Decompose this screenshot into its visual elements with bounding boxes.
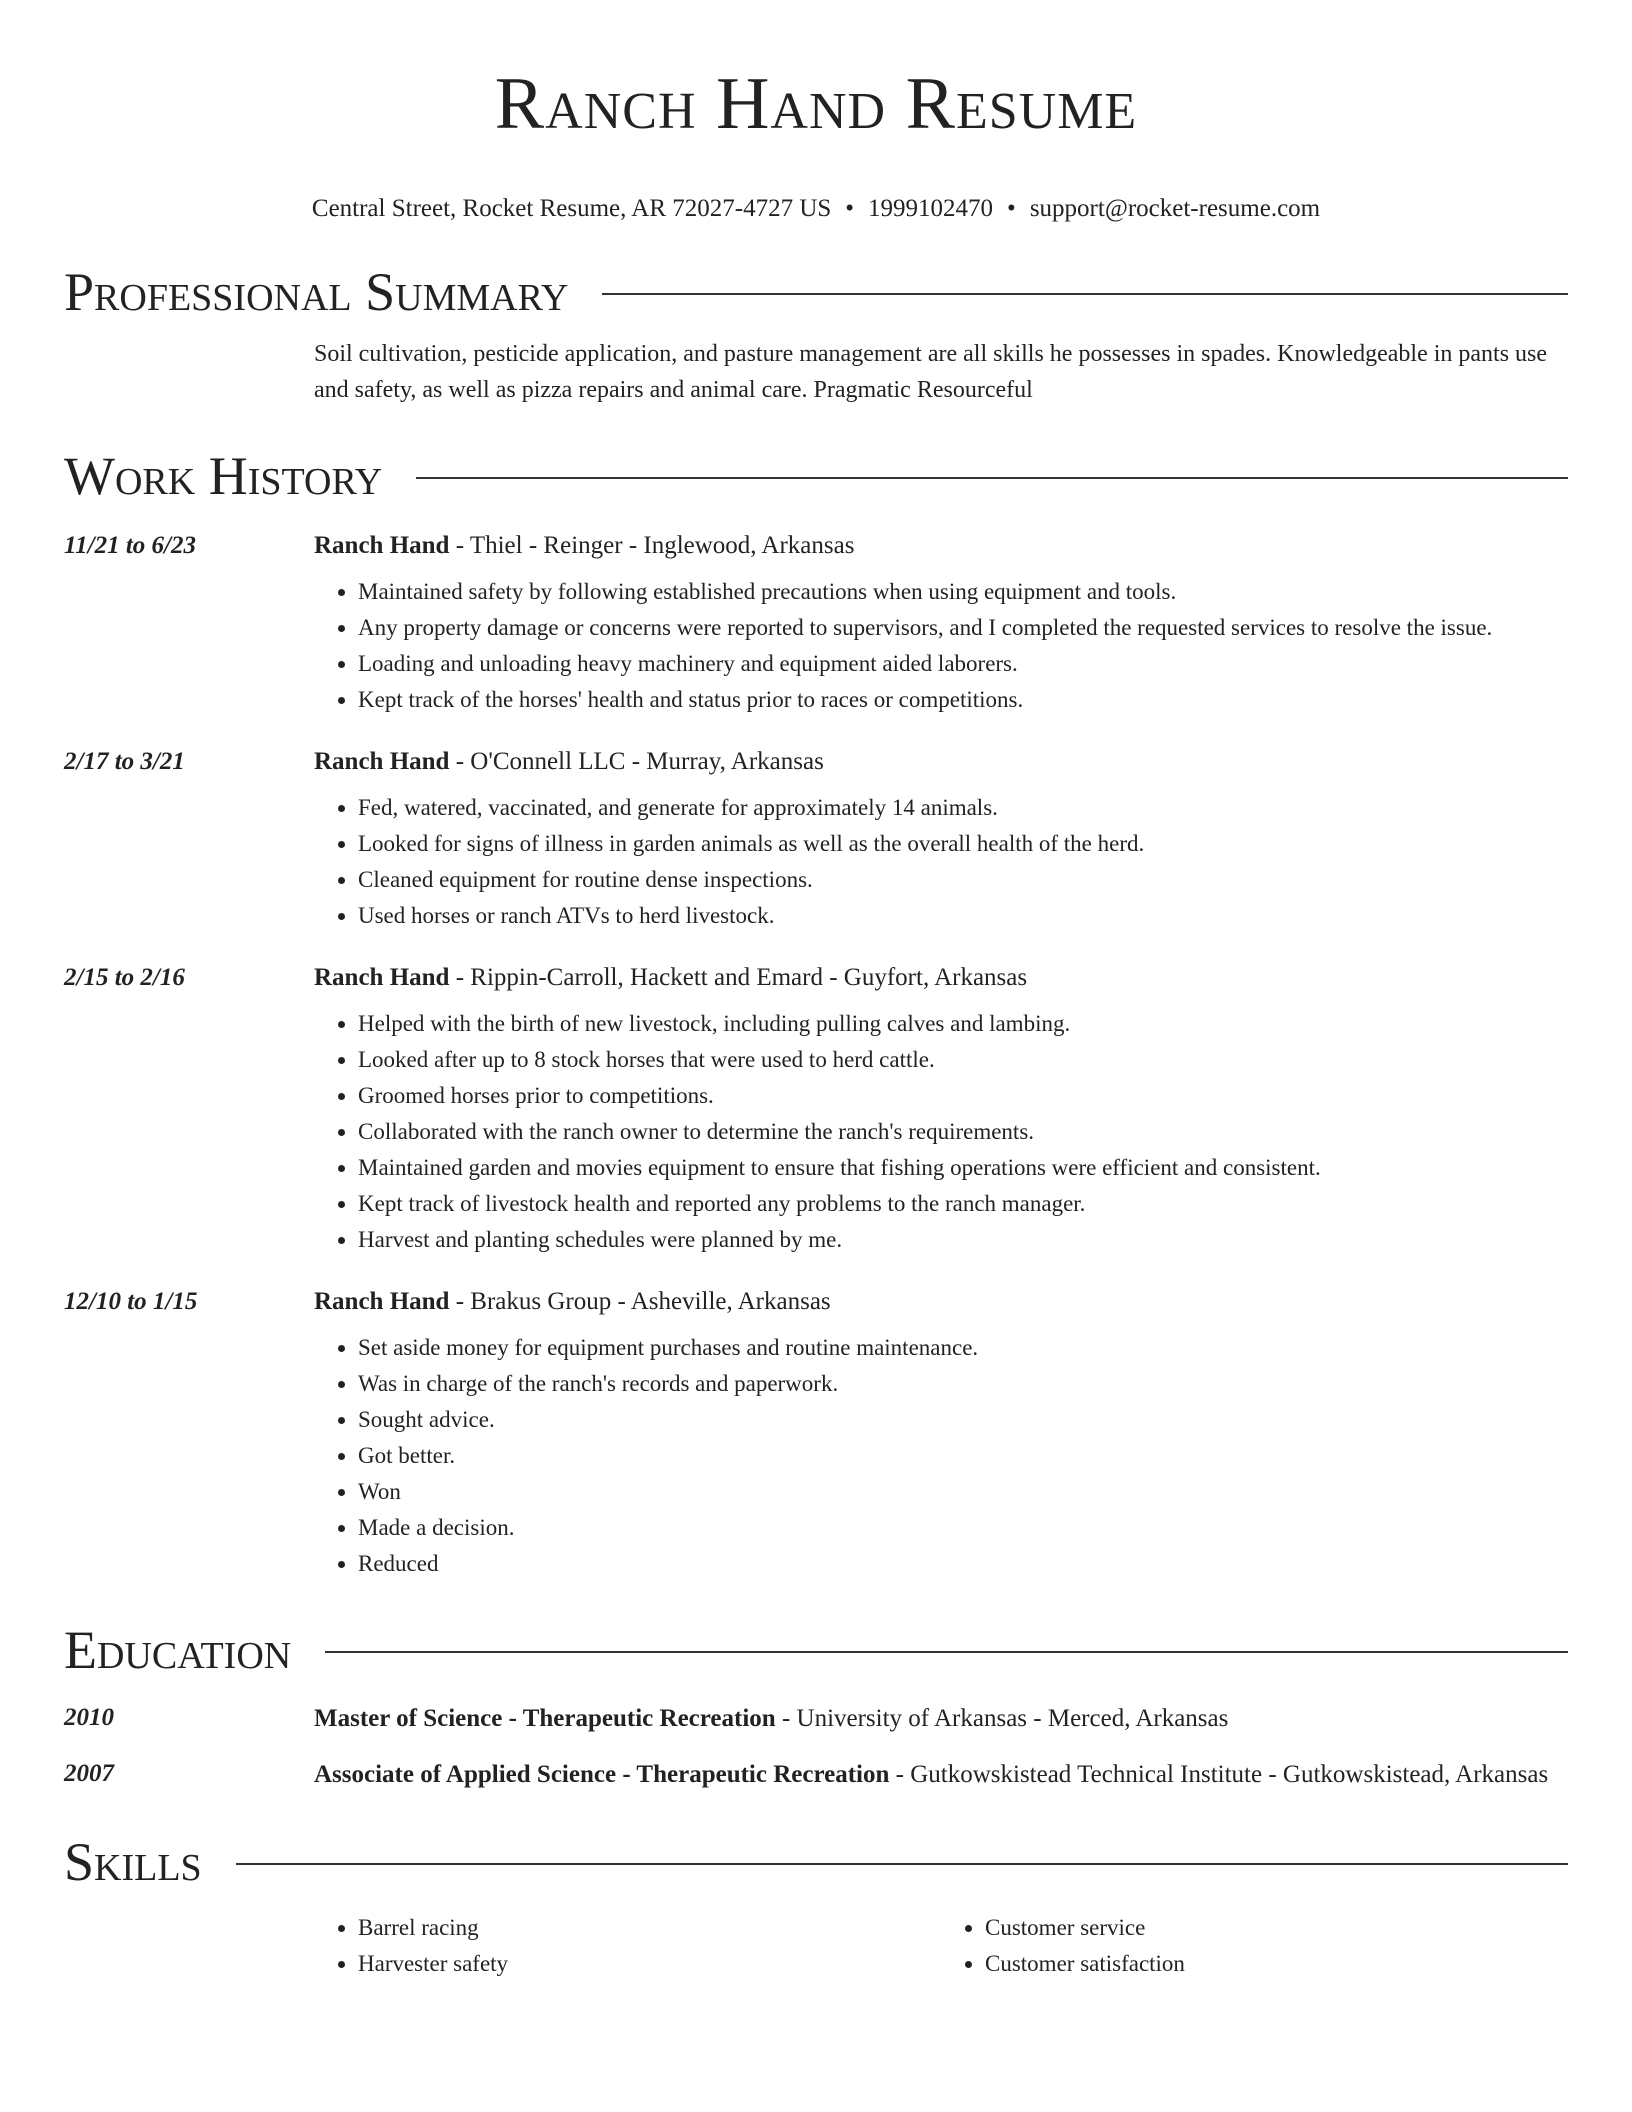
- job-bullet: • Kept track of livestock health and reported any problems to the ranch manager.: [358, 1186, 1568, 1222]
- skill-item: • Customer satisfaction: [985, 1946, 1568, 1982]
- summary-row: [64, 336, 1568, 408]
- job-bullet: • Used horses or ranch ATVs to herd livestock.: [358, 898, 1568, 934]
- job-bullet: • Collaborated with the ranch owner to determine the ranch's requirements.: [358, 1114, 1568, 1150]
- job-bullets: [314, 1330, 1568, 1582]
- job-role: Ranch Hand: [314, 1288, 450, 1315]
- education-year: 2007: [64, 1760, 114, 1787]
- job-bullet: • Maintained safety by following established precautions when using equipment and tools.: [358, 574, 1568, 610]
- education-degree: Master of Science - Therapeutic Recreation: [314, 1705, 776, 1732]
- education-school: - University of Arkansas - Merced, Arkansas: [775, 1705, 1229, 1732]
- job-bullets: [314, 1006, 1568, 1258]
- job-dates: 2/17 to 3/21: [64, 748, 185, 775]
- job-bullet: • Fed, watered, vaccinated, and generate for approximately 14 animals.: [358, 790, 1568, 826]
- section-divider: [325, 1651, 1568, 1653]
- job-bullet: • Kept track of the horses' health and status prior to races or competitions.: [358, 682, 1568, 718]
- job-bullet: • Loading and unloading heavy machinery and equipment aided laborers.: [358, 646, 1568, 682]
- job-company: - Thiel - Reinger - Inglewood, Arkansas: [449, 532, 855, 559]
- job-bullet: • Maintained garden and movies equipment to ensure that fishing operations were efficient and consistent.: [358, 1150, 1568, 1186]
- resume-name: Ranch Hand Resume: [494, 63, 1138, 145]
- job-entry: [64, 744, 1568, 934]
- skills-section-title: Skills: [64, 1832, 202, 1892]
- education-entry: [64, 1756, 1568, 1794]
- job-bullet: • Got better.: [358, 1438, 1568, 1474]
- job-bullet: • Harvest and planting schedules were planned by me.: [358, 1222, 1568, 1258]
- summary-section-header: [64, 260, 1568, 324]
- contact-email: support@rocket-resume.com: [1029, 195, 1321, 222]
- job-bullets: [314, 574, 1568, 718]
- education-list: [64, 1700, 1568, 1794]
- job-role: Ranch Hand: [314, 748, 450, 775]
- job-role: Ranch Hand: [314, 532, 450, 559]
- summary-section-title: Professional Summary: [64, 262, 569, 322]
- job-body: [314, 744, 1568, 934]
- job-bullet: • Won: [358, 1474, 1568, 1510]
- job-role: Ranch Hand: [314, 964, 450, 991]
- education-school: - Gutkowskistead Technical Institute - Gutkowskistead, Arkansas: [889, 1761, 1549, 1788]
- education-section-header: [64, 1618, 1568, 1682]
- job-bullet: • Looked for signs of illness in garden animals as well as the overall health of the herd.: [358, 826, 1568, 862]
- job-entry: [64, 960, 1568, 1258]
- job-bullets: [314, 790, 1568, 934]
- job-dates: 2/15 to 2/16: [64, 964, 185, 991]
- skill-item: • Harvester safety: [358, 1946, 941, 1982]
- education-section-title: Education: [64, 1620, 292, 1680]
- job-body: [314, 1284, 1568, 1582]
- job-bullet: • Sought advice.: [358, 1402, 1568, 1438]
- job-company: - O'Connell LLC - Murray, Arkansas: [449, 748, 824, 775]
- job-company: - Brakus Group - Asheville, Arkansas: [449, 1288, 831, 1315]
- summary-text: Soil cultivation, pesticide application, and pasture management are all skills he possesses in spades. Knowledgeable in pants use and safety, as well as pizza repairs and animal care. Pragmatic Resourceful: [314, 341, 1548, 403]
- skills-grid: [64, 1910, 1568, 1982]
- job-bullet: • Looked after up to 8 stock horses that were used to herd cattle.: [358, 1042, 1568, 1078]
- education-body: [314, 1756, 1568, 1794]
- job-bullet: • Helped with the birth of new livestock, including pulling calves and lambing.: [358, 1006, 1568, 1042]
- skill-item: • Barrel racing: [358, 1910, 941, 1946]
- job-bullet: • Any property damage or concerns were reported to supervisors, and I completed the requested services to resolve the issue.: [358, 610, 1568, 646]
- education-degree: Associate of Applied Science - Therapeutic Recreation: [314, 1761, 890, 1788]
- job-body: [314, 528, 1568, 718]
- contact-separator: •: [1007, 195, 1016, 222]
- job-title-line: [314, 528, 1568, 564]
- job-title-line: [314, 1284, 1568, 1320]
- work-history-list: [64, 528, 1568, 1582]
- job-entry: [64, 528, 1568, 718]
- section-divider: [416, 477, 1568, 479]
- contact-address: Central Street, Rocket Resume, AR 72027-4727 US: [311, 195, 832, 222]
- job-company: - Rippin-Carroll, Hackett and Emard - Guyfort, Arkansas: [449, 964, 1028, 991]
- job-bullet: • Cleaned equipment for routine dense inspections.: [358, 862, 1568, 898]
- job-title-line: [314, 744, 1568, 780]
- work-section-header: [64, 444, 1568, 508]
- job-bullet: • Groomed horses prior to competitions.: [358, 1078, 1568, 1114]
- education-entry: [64, 1700, 1568, 1738]
- skills-list-right: [941, 1910, 1568, 1982]
- skills-list-left: [314, 1910, 941, 1982]
- education-year: 2010: [64, 1704, 114, 1731]
- section-divider: [236, 1863, 1568, 1865]
- contact-phone: 1999102470: [868, 195, 994, 222]
- job-bullet: • Set aside money for equipment purchases and routine maintenance.: [358, 1330, 1568, 1366]
- job-body: [314, 960, 1568, 1258]
- job-title-line: [314, 960, 1568, 996]
- education-body: [314, 1700, 1568, 1738]
- section-divider: [602, 293, 1568, 295]
- job-bullet: • Made a decision.: [358, 1510, 1568, 1546]
- work-section-title: Work History: [64, 446, 383, 506]
- job-dates: 12/10 to 1/15: [64, 1288, 198, 1315]
- job-bullet: • Was in charge of the ranch's records and paperwork.: [358, 1366, 1568, 1402]
- skills-section-header: [64, 1830, 1568, 1894]
- job-bullet: • Reduced: [358, 1546, 1568, 1582]
- skill-item: • Customer service: [985, 1910, 1568, 1946]
- job-entry: [64, 1284, 1568, 1582]
- job-dates: 11/21 to 6/23: [64, 532, 196, 559]
- contact-line: [64, 194, 1568, 224]
- contact-separator: •: [845, 195, 855, 222]
